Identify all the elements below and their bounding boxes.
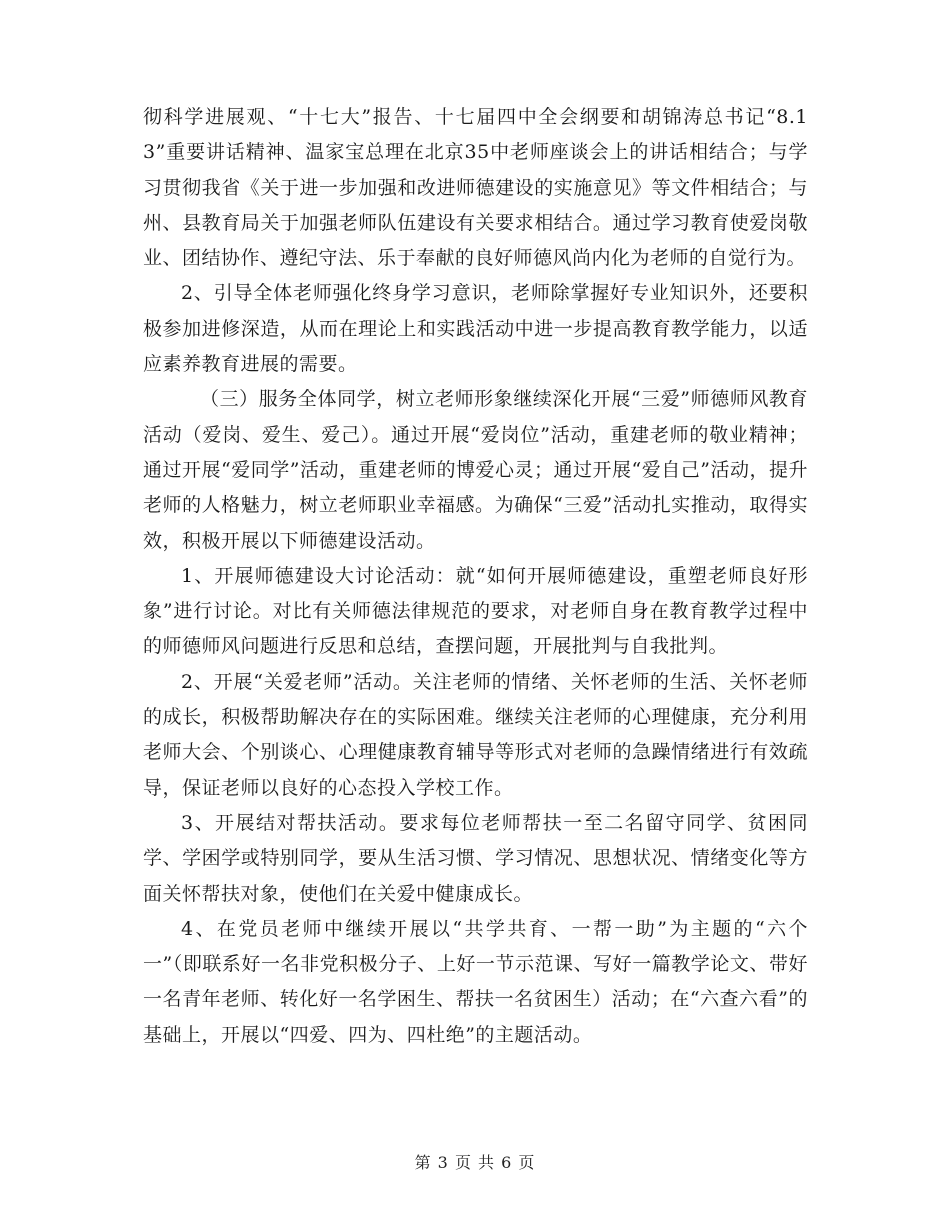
paragraph-3: （三）服务全体同学，树立老师形象继续深化开展“三爱”师德师风教育活动（爱岗、爱生、爱己）。通过开展“爱岗位”活动，重建老师的敬业精神；通过开展“爱同学”活动，重建老师的博爱心灵；通过开展“爱自己”活动，提升老师的人格魅力，树立老师职业幸福感。为确保“三爱”活动扎实推动，取得实效，积极开展以下师德建设活动。 <box>143 388 808 552</box>
paragraph-1: 彻科学进展观、“十七大”报告、十七届四中全会纲要和胡锦涛总书记“8.13”重要讲话精神、温家宝总理在北京35中老师座谈会上的讲话相结合；与学习贯彻我省《关于进一步加强和改进师德建设的实施意见》等文件相结合；与州、县教育局关于加强老师队伍建设有关要求相结合。通过学习教育使爱岗敬业、团结协作、遵纪守法、乐于奉献的良好师德风尚内化为老师的自觉行为。 <box>143 106 808 270</box>
paragraph-6: 3、开展结对帮扶活动。要求每位老师帮扶一至二名留守同学、贫困同学、学困学或特别同学，要从生活习惯、学习情况、思想状况、情绪变化等方面关怀帮扶对象，使他们在关爱中健康成长。 <box>143 811 808 905</box>
paragraph-7: 4、在党员老师中继续开展以“共学共育、一帮一助”为主题的“六个一”（即联系好一名非党积极分子、上好一节示范课、写好一篇教学论文、带好一名青年老师、转化好一名学困生、帮扶一名贫困生）活动；在“六查六看”的基础上，开展以“四爱、四为、四杜绝”的主题活动。 <box>143 917 808 1046</box>
page-footer <box>0 1150 950 1173</box>
paragraph-4: 1、开展师德建设大讨论活动：就“如何开展师德建设，重塑老师良好形象”进行讨论。对比有关师德法律规范的要求，对老师自身在教育教学过程中的师德师风问题进行反思和总结，查摆问题，开展批判与自我批判。 <box>143 564 808 658</box>
paragraph-5: 2、开展“关爱老师”活动。关注老师的情绪、关怀老师的生活、关怀老师的成长，积极帮助解决存在的实际困难。继续关注老师的心理健康，充分利用老师大会、个别谈心、心理健康教育辅导等形式对老师的急躁情绪进行有效疏导，保证老师以良好的心态投入学校工作。 <box>143 670 808 799</box>
paragraph-2: 2、引导全体老师强化终身学习意识，老师除掌握好专业知识外，还要积极参加进修深造，从而在理论上和实践活动中进一步提高教育教学能力，以适应素养教育进展的需要。 <box>143 282 808 376</box>
document-body <box>143 100 808 1053</box>
page-number-label: 第 3 页 共 6 页 <box>414 1153 536 1172</box>
